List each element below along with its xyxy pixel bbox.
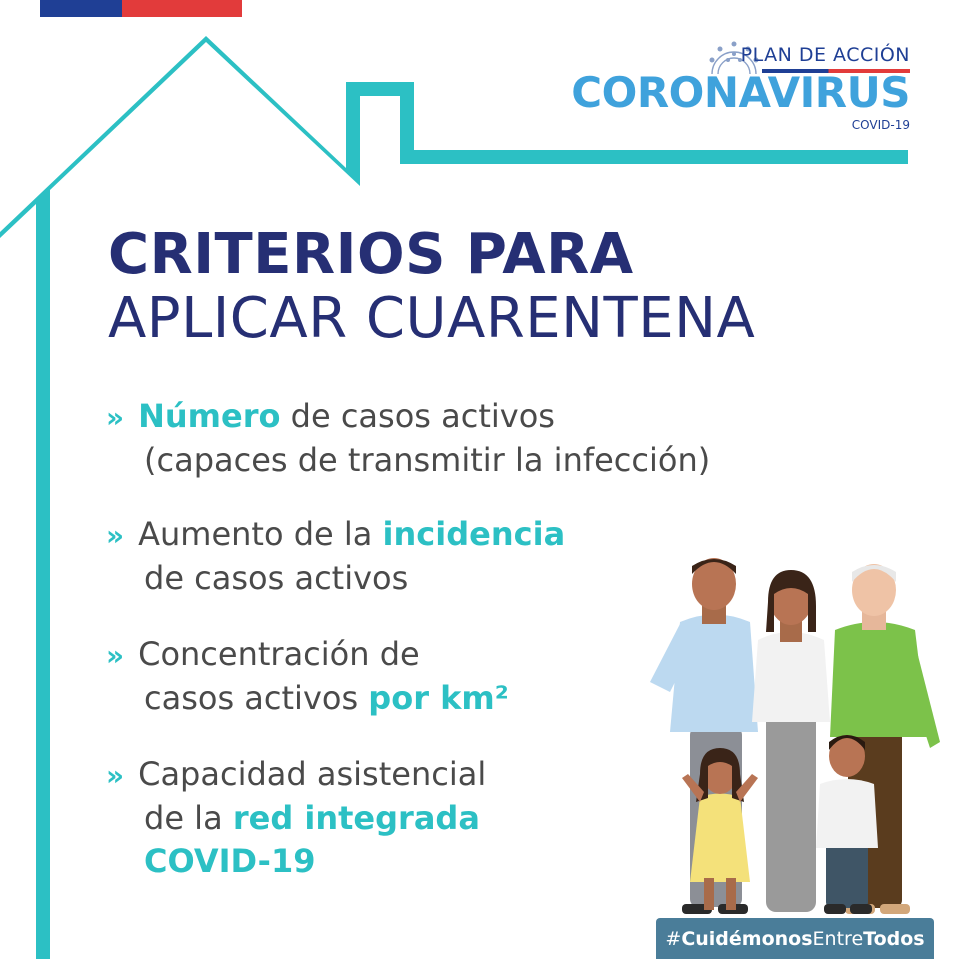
logo-coronavirus-text: CORONAVIRUS [571, 68, 910, 117]
criterion-1: » Número de casos activos (capaces de transmitir la infección) [106, 397, 711, 479]
hashtag-banner: #CuidémonosEntreTodos [656, 918, 934, 959]
logo-covid-text: COVID-19 [851, 118, 910, 132]
logo-plan-text: PLAN DE ACCIÓN [740, 44, 910, 66]
criterion-3: » Concentración de casos activos por km² [106, 635, 509, 717]
bullet-icon: » [106, 639, 125, 672]
family-illustration [640, 552, 950, 924]
criterion-4: » Capacidad asistencial de la red integrada COVID-19 [106, 755, 487, 880]
bullet-icon: » [106, 759, 125, 792]
bullet-icon: » [106, 519, 125, 552]
bullet-icon: » [106, 401, 125, 434]
mother-figure [752, 570, 830, 912]
plan-de-accion-logo [571, 38, 910, 132]
title-line-2: APLICAR CUARENTENA [108, 286, 756, 351]
criterion-2: » Aumento de la incidencia de casos activos [106, 515, 566, 597]
title-line-1: CRITERIOS PARA [108, 222, 634, 287]
